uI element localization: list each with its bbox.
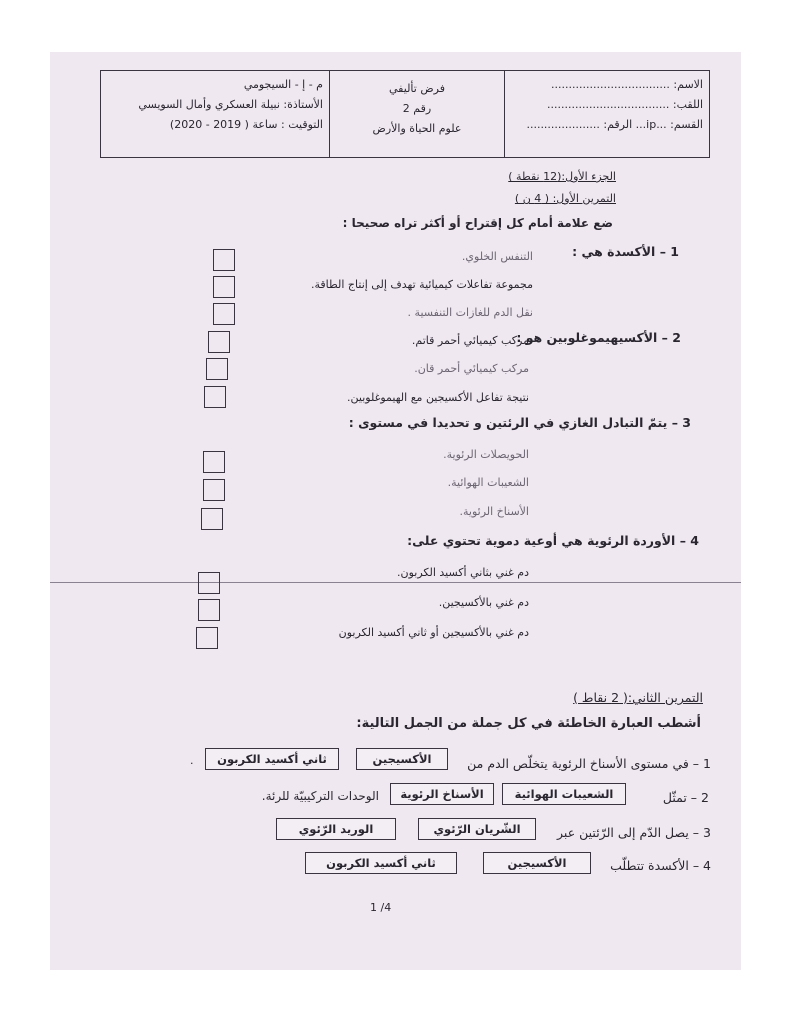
q4-checkbox-3[interactable]	[196, 627, 218, 649]
s3-word-artery[interactable]: الشّريان الرّئوي	[418, 818, 536, 840]
q1-checkbox-1[interactable]	[213, 249, 235, 271]
q1-checkbox-3[interactable]	[213, 303, 235, 325]
exam-header	[100, 70, 710, 158]
q4-checkbox-2[interactable]	[198, 599, 220, 621]
q2-option-1: مركب كيميائي أحمر قاتم.	[411, 334, 529, 347]
exam-timing: التوقيت : ساعة ( 2019 - 2020)	[169, 118, 323, 131]
fold-line	[50, 582, 741, 583]
sentence-3-text: 3 – يصل الدّم إلى الرّئتين عبر	[557, 825, 711, 840]
s1-word-oxygen[interactable]: الأكسيجين	[356, 748, 448, 770]
school-name: م - إ - السيجومي	[243, 78, 323, 91]
s3-word-vein[interactable]: الوريد الرّئوي	[276, 818, 396, 840]
s1-end-punct: .	[190, 754, 194, 767]
q4-checkbox-1[interactable]	[198, 572, 220, 594]
exam-title: فرض تأليفي	[389, 82, 445, 95]
question-4-label: 4 – الأوردة الرئوية هي أوعية دموية تحتوي على:	[407, 533, 699, 548]
question-2-label: 2 – الأكسيهيموغلوبين هو :	[516, 330, 681, 345]
s2-word-alveoli[interactable]: الأسناخ الرئوية	[390, 783, 494, 805]
sentence-2-end: الوحدات التركيبيّة للرئة.	[261, 789, 379, 803]
q1-checkbox-2[interactable]	[213, 276, 235, 298]
exercise2-title: التمرين الثاني:( 2 نقاط )	[573, 690, 703, 705]
q1-option-1: التنفس الخلوي.	[461, 250, 533, 263]
q3-checkbox-2[interactable]	[203, 479, 225, 501]
student-info	[504, 71, 709, 157]
page-number: 1 /4	[370, 901, 392, 914]
exam-number: رقم 2	[402, 102, 432, 115]
q1-option-3: نقل الدم للغازات التنفسية .	[407, 306, 533, 319]
q2-option-2: مركب كيميائي أحمر قان.	[414, 362, 529, 375]
exercise2-instruction: أشطب العبارة الخاطئة في كل جملة من الجمل التالية:	[356, 716, 701, 731]
question-3-label: 3 – يتمّ التبادل الغازي في الرئتين و تحديدا في مستوى :	[348, 415, 691, 430]
sentence-4-text: 4 – الأكسدة تتطلّب	[610, 858, 711, 873]
q4-option-3: دم غني بالأكسيجين أو ثاني أكسيد الكربون	[338, 626, 529, 639]
sentence-1-text: 1 – في مستوى الأسناخ الرئوية يتخلّص الدم من	[467, 756, 711, 771]
s1-word-co2[interactable]: ثاني أكسيد الكربون	[205, 748, 339, 770]
q3-option-3: الأسناخ الرئوية.	[459, 505, 529, 518]
exam-info	[329, 71, 504, 157]
q4-option-1: دم غني بثاني أكسيد الكربون.	[397, 566, 529, 579]
teacher-names: الأستاذة: نبيلة العسكري وأمال السويسي	[138, 98, 323, 111]
q4-option-2: دم غني بالأكسيجين.	[438, 596, 529, 609]
q1-option-2: مجموعة تفاعلات كيميائية تهدف إلى إنتاج الطاقة.	[310, 278, 533, 291]
q3-checkbox-1[interactable]	[203, 451, 225, 473]
s2-word-bronchioles[interactable]: الشعيبات الهوائية	[502, 783, 626, 805]
q2-checkbox-1[interactable]	[208, 331, 230, 353]
q3-option-2: الشعيبات الهوائية.	[447, 476, 529, 489]
exam-subject: علوم الحياة والأرض	[372, 122, 462, 135]
q2-checkbox-2[interactable]	[206, 358, 228, 380]
student-surname-line: اللقب: ...................................	[547, 98, 703, 111]
student-name-line: الاسم: ..................................	[551, 78, 703, 91]
exercise1-title: التمرين الأول: ( 4 ن )	[514, 192, 616, 205]
q3-checkbox-3[interactable]	[201, 508, 223, 530]
part1-title: الجزء الأول:(12 نقطة )	[508, 170, 616, 183]
question-1-label: 1 – الأكسدة هي :	[572, 244, 679, 259]
q2-option-3: نتيجة تفاعل الأكسيجين مع الهيموغلوبين.	[347, 391, 529, 404]
sentence-2-text: 2 – تمثّل	[662, 790, 709, 805]
teacher-info	[101, 71, 329, 157]
s4-word-oxygen[interactable]: الأكسيجين	[483, 852, 591, 874]
q3-option-1: الحويصلات الرئوية.	[443, 448, 529, 461]
student-class-line: القسم: ...ip... الرقم: .....................	[526, 118, 703, 131]
q2-checkbox-3[interactable]	[204, 386, 226, 408]
s4-word-co2[interactable]: ثاني أكسيد الكربون	[305, 852, 457, 874]
exercise1-instruction: ضع علامة أمام كل إقتراح أو أكثر تراه صحيحا :	[342, 216, 613, 230]
